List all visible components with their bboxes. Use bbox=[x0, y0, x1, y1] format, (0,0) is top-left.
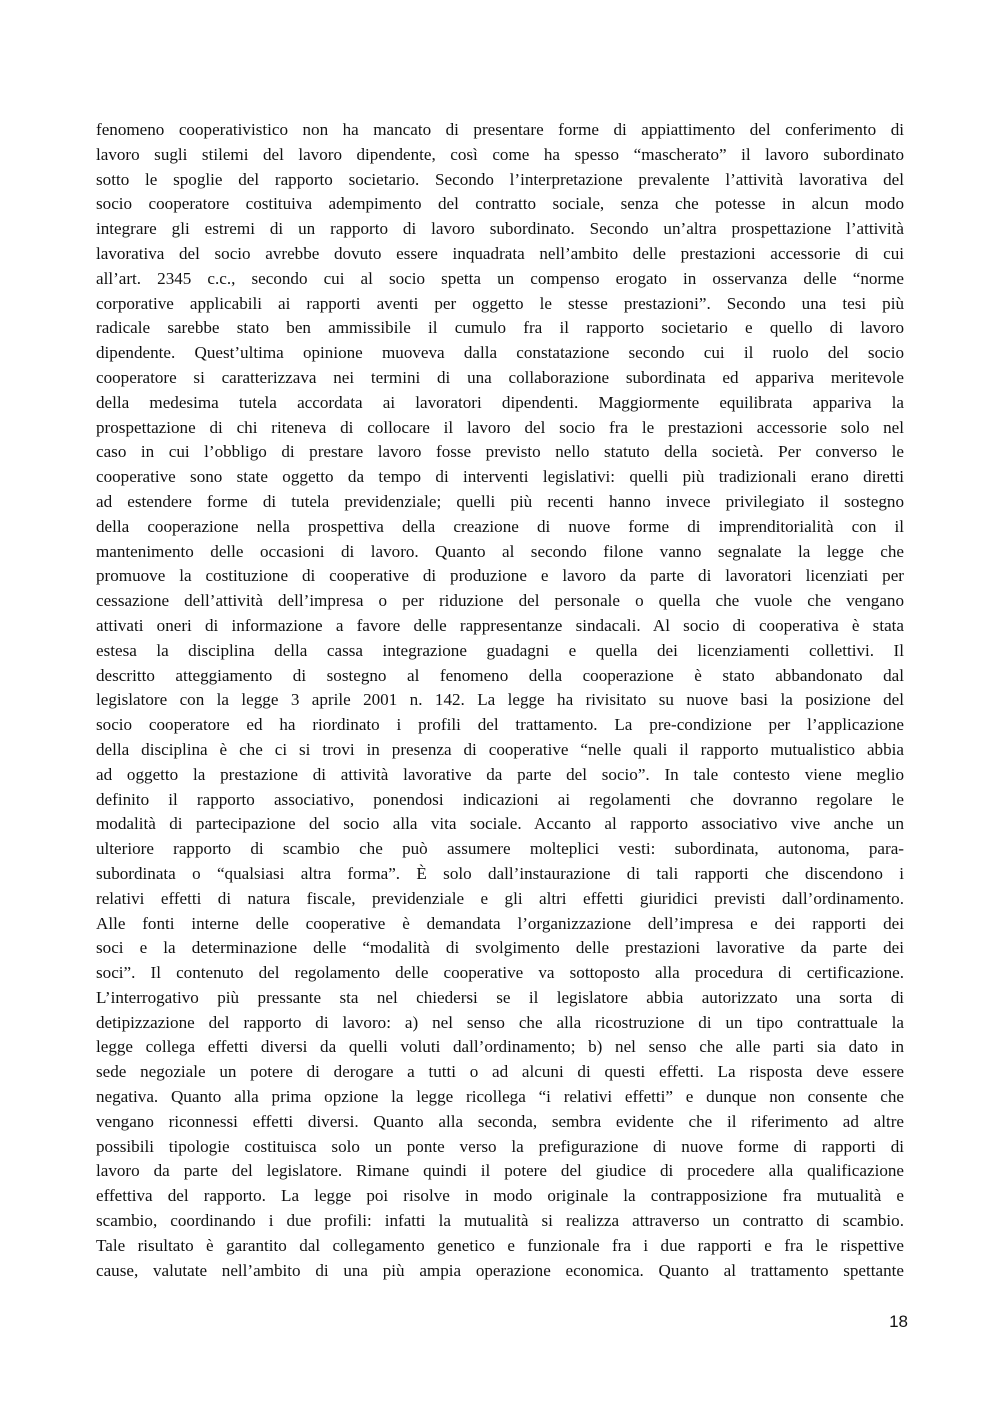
text-line: attivati oneri di informazione a favore delle rappresentanze sindacali. Al socio di cooperativa è stata bbox=[96, 615, 904, 635]
text-line: mantenimento delle occasioni di lavoro. Quanto al secondo filone vanno segnalate la legge che bbox=[96, 541, 904, 561]
text-line: socio cooperatore ed ha riordinato i profili del trattamento. La pre-condizione per l’applicazione bbox=[96, 715, 904, 735]
text-line: fenomeno cooperativistico non ha mancato di presentare forme di appiattimento del conferimento di bbox=[96, 120, 904, 139]
text-line: cooperative sono state oggetto da tempo di interventi legislativi: quelli più tradizionali erano diretti bbox=[96, 467, 904, 487]
body-text bbox=[96, 118, 904, 1283]
text-line: possibili tipologie costituisca solo un ponte verso la prefigurazione di nuove forme di rapporti di bbox=[96, 1136, 904, 1156]
text-line: soci e la determinazione delle “modalità di svolgimento delle prestazioni lavorative da parte dei bbox=[96, 938, 904, 958]
text-line: cooperatore si caratterizzava nei termini di una collaborazione subordinata ed appariva meritevole bbox=[96, 367, 904, 387]
text-line: integrare gli estremi di un rapporto di lavoro subordinato. Secondo un’altra prospettazione l’attività bbox=[96, 219, 904, 239]
text-line: all’art. 2345 c.c., secondo cui al socio spetta un compenso erogato in osservanza delle “norme bbox=[96, 268, 904, 288]
text-line: legge collega effetti diversi da quelli voluti dall’ordinamento; b) nel senso che alle parti sia dato in bbox=[96, 1037, 904, 1057]
text-line: effettiva del rapporto. La legge poi risolve in modo originale la contrapposizione fra mutualità e bbox=[96, 1186, 904, 1206]
text-line: Alle fonti interne delle cooperative è demandata l’organizzazione dell’impresa e dei rapporti dei bbox=[96, 913, 904, 933]
text-line: della cooperazione nella prospettiva della creazione di nuove forme di imprenditorialità con il bbox=[96, 516, 904, 536]
text-line: ad oggetto la prestazione di attività lavorative da parte del socio”. In tale contesto viene meglio bbox=[96, 764, 904, 784]
text-line: lavorativa del socio avrebbe dovuto essere inquadrata nell’ambito delle prestazioni accessorie di cui bbox=[96, 243, 904, 263]
text-line: negativa. Quanto alla prima opzione la legge ricollega “i relativi effetti” e dunque non consente che bbox=[96, 1087, 904, 1107]
text-line: sede negoziale un potere di derogare a tutti o ad alcuni di questi effetti. La risposta deve essere bbox=[96, 1062, 904, 1082]
text-line: radicale sarebbe stato ben ammissibile il cumulo fra il rapporto societario e quello di lavoro bbox=[96, 318, 904, 338]
text-line: L’interrogativo più pressante sta nel chiedersi se il legislatore abbia autorizzato una sorta di bbox=[96, 987, 904, 1007]
text-line: subordinata o “qualsiasi altra forma”. È solo dall’instaurazione di tali rapporti che discendono i bbox=[96, 863, 904, 883]
text-line: descritto atteggiamento di sostegno al fenomeno della cooperazione è stato abbandonato dal bbox=[96, 665, 904, 685]
text-line: lavoro da parte del legislatore. Rimane quindi il potere del giudice di procedere alla qualificazione bbox=[96, 1161, 904, 1181]
text-line: caso in cui l’obbligo di prestare lavoro fosse previsto nello statuto della società. Per converso le bbox=[96, 442, 904, 462]
text-line: Tale risultato è garantito dal collegamento genetico e funzionale fra i due rapporti e fra le rispettive bbox=[96, 1235, 904, 1255]
text-line: modalità di partecipazione del socio alla vita sociale. Accanto al rapporto associativo vive anche un bbox=[96, 814, 904, 834]
text-line: socio cooperatore costituiva adempimento del contratto sociale, senza che potesse in alcun modo bbox=[96, 194, 904, 214]
text-line: sotto le spoglie del rapporto societario. Secondo l’interpretazione prevalente l’attività lavorativa del bbox=[96, 169, 904, 189]
text-line: dipendente. Quest’ultima opinione muoveva dalla constatazione secondo cui il ruolo del socio bbox=[96, 343, 904, 363]
text-line: soci”. Il contenuto del regolamento delle cooperative va sottoposto alla procedura di certificazione. bbox=[96, 963, 904, 983]
text-line: lavoro sugli stilemi del lavoro dipendente, così come ha spesso “mascherato” il lavoro subordinato bbox=[96, 144, 904, 164]
text-line: cause, valutate nell’ambito di una più ampia operazione economica. Quanto al trattamento spettante bbox=[96, 1260, 904, 1280]
text-line: definito il rapporto associativo, ponendosi indicazioni ai regolamenti che dovranno regolare le bbox=[96, 789, 904, 809]
text-line: prospettazione di chi riteneva di collocare il lavoro del socio fra le prestazioni accessorie solo nel bbox=[96, 417, 904, 437]
text-line: legislatore con la legge 3 aprile 2001 n. 142. La legge ha rivisitato su nuove basi la posizione del bbox=[96, 690, 904, 710]
text-line: scambio, coordinando i due profili: infatti la mutualità si realizza attraverso un contratto di scambio. bbox=[96, 1211, 904, 1231]
text-line: estesa la disciplina della cassa integrazione guadagni e quella dei licenziamenti collettivi. Il bbox=[96, 640, 904, 660]
text-line: cessazione dell’attività dell’impresa o per riduzione del personale o quella che vuole che vengano bbox=[96, 591, 904, 611]
text-line: relativi effetti di natura fiscale, previdenziale e gli altri effetti giuridici previsti dall’ordinamento. bbox=[96, 888, 904, 908]
text-line: della disciplina è che ci si trovi in presenza di cooperative “nelle quali il rapporto mutualistico abbia bbox=[96, 739, 904, 759]
text-line: detipizzazione del rapporto di lavoro: a) nel senso che alla ricostruzione di un tipo contrattuale la bbox=[96, 1012, 904, 1032]
text-line: promuove la costituzione di cooperative di produzione e lavoro da parte di lavoratori licenziati per bbox=[96, 566, 904, 586]
text-line: vengano riconnessi effetti diversi. Quanto alla seconda, sembra evidente che il riferimento ad altre bbox=[96, 1111, 904, 1131]
text-line: della medesima tutela accordata ai lavoratori dipendenti. Maggiormente equilibrata appariva la bbox=[96, 392, 904, 412]
page-number: 18 bbox=[889, 1312, 908, 1331]
text-line: ad estendere forme di tutela previdenziale; quelli più recenti hanno invece privilegiato il sostegno bbox=[96, 491, 904, 511]
text-line: corporative applicabili ai rapporti aventi per oggetto le stesse prestazioni”. Secondo una tesi più bbox=[96, 293, 904, 313]
text-line: ulteriore rapporto di scambio che può assumere molteplici vesti: subordinata, autonoma, para- bbox=[96, 839, 904, 859]
